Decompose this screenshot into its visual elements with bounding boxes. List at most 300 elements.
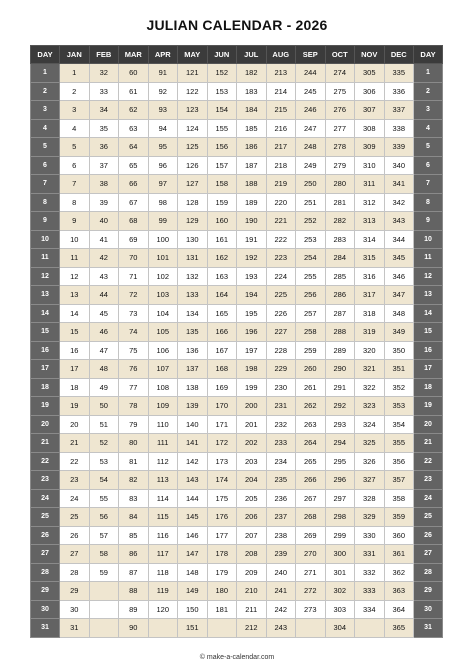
julian-day-cell: 84 xyxy=(119,508,149,527)
julian-day-cell: 320 xyxy=(355,341,385,360)
table-row xyxy=(31,582,443,601)
julian-day-cell: 207 xyxy=(237,526,267,545)
julian-day-cell: 322 xyxy=(355,378,385,397)
julian-day-cell: 327 xyxy=(355,471,385,490)
day-number-right: 14 xyxy=(414,304,443,323)
julian-day-cell xyxy=(207,619,237,638)
julian-day-cell: 247 xyxy=(296,119,326,138)
julian-day-cell: 106 xyxy=(148,341,178,360)
julian-day-cell: 217 xyxy=(266,138,296,157)
day-number-left: 2 xyxy=(31,82,60,101)
day-number-left: 23 xyxy=(31,471,60,490)
julian-day-cell: 120 xyxy=(148,600,178,619)
julian-day-cell: 9 xyxy=(60,212,90,231)
julian-day-cell: 240 xyxy=(266,563,296,582)
julian-day-cell: 154 xyxy=(207,101,237,120)
julian-day-cell: 58 xyxy=(89,545,119,564)
julian-day-cell: 356 xyxy=(384,452,414,471)
day-number-left: 9 xyxy=(31,212,60,231)
julian-day-cell: 300 xyxy=(325,545,355,564)
julian-day-cell: 224 xyxy=(266,267,296,286)
day-number-right: 7 xyxy=(414,175,443,194)
julian-day-cell: 54 xyxy=(89,471,119,490)
table-row xyxy=(31,360,443,379)
julian-day-cell: 273 xyxy=(296,600,326,619)
julian-day-cell: 310 xyxy=(355,156,385,175)
julian-day-cell: 101 xyxy=(148,249,178,268)
column-header: JAN xyxy=(60,46,90,64)
julian-day-cell: 244 xyxy=(296,64,326,83)
julian-day-cell: 94 xyxy=(148,119,178,138)
julian-day-cell: 302 xyxy=(325,582,355,601)
table-row xyxy=(31,600,443,619)
julian-day-cell: 317 xyxy=(355,286,385,305)
julian-day-cell: 265 xyxy=(296,452,326,471)
julian-day-cell: 362 xyxy=(384,563,414,582)
julian-day-cell: 149 xyxy=(178,582,208,601)
julian-day-cell: 336 xyxy=(384,82,414,101)
julian-day-cell: 354 xyxy=(384,415,414,434)
julian-day-cell: 342 xyxy=(384,193,414,212)
julian-day-cell: 161 xyxy=(207,230,237,249)
julian-day-cell: 125 xyxy=(178,138,208,157)
julian-day-cell: 221 xyxy=(266,212,296,231)
julian-day-cell: 121 xyxy=(178,64,208,83)
julian-day-cell: 349 xyxy=(384,323,414,342)
julian-day-cell: 205 xyxy=(237,489,267,508)
julian-day-cell: 330 xyxy=(355,526,385,545)
julian-day-cell: 170 xyxy=(207,397,237,416)
julian-day-cell: 177 xyxy=(207,526,237,545)
julian-day-cell: 198 xyxy=(237,360,267,379)
julian-day-cell: 117 xyxy=(148,545,178,564)
julian-day-cell: 178 xyxy=(207,545,237,564)
julian-day-cell: 325 xyxy=(355,434,385,453)
day-number-right: 23 xyxy=(414,471,443,490)
julian-day-cell: 280 xyxy=(325,175,355,194)
julian-day-cell: 113 xyxy=(148,471,178,490)
julian-day-cell: 341 xyxy=(384,175,414,194)
julian-day-cell: 191 xyxy=(237,230,267,249)
julian-day-cell: 45 xyxy=(89,304,119,323)
julian-day-cell: 305 xyxy=(355,64,385,83)
julian-day-cell xyxy=(89,582,119,601)
julian-day-cell xyxy=(89,619,119,638)
julian-day-cell: 70 xyxy=(119,249,149,268)
julian-day-cell: 30 xyxy=(60,600,90,619)
day-number-left: 4 xyxy=(31,119,60,138)
julian-day-cell: 150 xyxy=(178,600,208,619)
julian-day-cell: 96 xyxy=(148,156,178,175)
julian-day-cell: 180 xyxy=(207,582,237,601)
day-number-left: 8 xyxy=(31,193,60,212)
julian-day-cell: 144 xyxy=(178,489,208,508)
table-row xyxy=(31,471,443,490)
julian-day-cell: 297 xyxy=(325,489,355,508)
julian-day-cell: 27 xyxy=(60,545,90,564)
table-row xyxy=(31,508,443,527)
julian-day-cell: 23 xyxy=(60,471,90,490)
julian-day-cell: 8 xyxy=(60,193,90,212)
column-header: APR xyxy=(148,46,178,64)
day-number-left: 29 xyxy=(31,582,60,601)
julian-day-cell: 31 xyxy=(60,619,90,638)
julian-day-cell: 352 xyxy=(384,378,414,397)
julian-day-cell: 24 xyxy=(60,489,90,508)
julian-day-cell: 238 xyxy=(266,526,296,545)
julian-day-cell: 295 xyxy=(325,452,355,471)
julian-day-cell: 237 xyxy=(266,508,296,527)
julian-day-cell: 223 xyxy=(266,249,296,268)
julian-day-cell: 47 xyxy=(89,341,119,360)
julian-day-cell: 100 xyxy=(148,230,178,249)
julian-day-cell: 321 xyxy=(355,360,385,379)
julian-day-cell: 151 xyxy=(178,619,208,638)
julian-day-cell: 34 xyxy=(89,101,119,120)
julian-day-cell: 206 xyxy=(237,508,267,527)
julian-day-cell: 186 xyxy=(237,138,267,157)
julian-day-cell: 88 xyxy=(119,582,149,601)
julian-day-cell: 287 xyxy=(325,304,355,323)
julian-day-cell: 76 xyxy=(119,360,149,379)
julian-day-cell: 211 xyxy=(237,600,267,619)
day-number-right: 6 xyxy=(414,156,443,175)
julian-day-cell: 77 xyxy=(119,378,149,397)
julian-day-cell: 355 xyxy=(384,434,414,453)
column-header: OCT xyxy=(325,46,355,64)
julian-day-cell: 359 xyxy=(384,508,414,527)
julian-day-cell: 338 xyxy=(384,119,414,138)
table-row xyxy=(31,304,443,323)
julian-day-cell: 334 xyxy=(355,600,385,619)
julian-day-cell: 219 xyxy=(266,175,296,194)
julian-day-cell: 337 xyxy=(384,101,414,120)
table-row xyxy=(31,156,443,175)
julian-day-cell: 210 xyxy=(237,582,267,601)
julian-day-cell: 318 xyxy=(355,304,385,323)
julian-day-cell: 199 xyxy=(237,378,267,397)
julian-day-cell: 124 xyxy=(178,119,208,138)
julian-day-cell: 289 xyxy=(325,341,355,360)
julian-day-cell: 25 xyxy=(60,508,90,527)
day-number-left: 1 xyxy=(31,64,60,83)
table-row xyxy=(31,64,443,83)
julian-day-cell: 122 xyxy=(178,82,208,101)
julian-day-cell: 65 xyxy=(119,156,149,175)
julian-day-cell: 257 xyxy=(296,304,326,323)
julian-day-cell: 312 xyxy=(355,193,385,212)
julian-day-cell: 260 xyxy=(296,360,326,379)
day-number-right: 25 xyxy=(414,508,443,527)
julian-day-cell: 203 xyxy=(237,452,267,471)
julian-day-cell: 292 xyxy=(325,397,355,416)
day-number-left: 11 xyxy=(31,249,60,268)
day-number-left: 16 xyxy=(31,341,60,360)
julian-day-cell: 271 xyxy=(296,563,326,582)
julian-day-cell: 234 xyxy=(266,452,296,471)
julian-day-cell: 15 xyxy=(60,323,90,342)
day-number-right: 12 xyxy=(414,267,443,286)
table-row xyxy=(31,119,443,138)
day-number-left: 22 xyxy=(31,452,60,471)
julian-day-cell: 253 xyxy=(296,230,326,249)
julian-day-cell: 110 xyxy=(148,415,178,434)
julian-day-cell: 172 xyxy=(207,434,237,453)
julian-day-cell: 288 xyxy=(325,323,355,342)
julian-day-cell: 294 xyxy=(325,434,355,453)
julian-day-cell: 157 xyxy=(207,156,237,175)
julian-day-cell: 263 xyxy=(296,415,326,434)
julian-day-cell: 75 xyxy=(119,341,149,360)
julian-day-cell: 333 xyxy=(355,582,385,601)
julian-day-cell: 114 xyxy=(148,489,178,508)
julian-day-cell: 4 xyxy=(60,119,90,138)
julian-day-cell: 91 xyxy=(148,64,178,83)
julian-day-cell: 59 xyxy=(89,563,119,582)
julian-day-cell: 332 xyxy=(355,563,385,582)
day-number-right: 9 xyxy=(414,212,443,231)
julian-day-cell: 71 xyxy=(119,267,149,286)
julian-day-cell: 348 xyxy=(384,304,414,323)
day-number-left: 21 xyxy=(31,434,60,453)
day-number-right: 5 xyxy=(414,138,443,157)
julian-day-cell: 48 xyxy=(89,360,119,379)
julian-day-cell: 95 xyxy=(148,138,178,157)
julian-day-cell: 306 xyxy=(355,82,385,101)
julian-day-cell: 326 xyxy=(355,452,385,471)
julian-day-cell: 279 xyxy=(325,156,355,175)
julian-day-cell: 304 xyxy=(325,619,355,638)
julian-day-cell xyxy=(355,619,385,638)
julian-day-cell: 314 xyxy=(355,230,385,249)
column-header: JUL xyxy=(237,46,267,64)
julian-day-cell: 308 xyxy=(355,119,385,138)
page-title: JULIAN CALENDAR - 2026 xyxy=(146,17,328,33)
julian-day-cell: 141 xyxy=(178,434,208,453)
julian-day-cell: 29 xyxy=(60,582,90,601)
julian-day-cell: 239 xyxy=(266,545,296,564)
julian-day-cell: 285 xyxy=(325,267,355,286)
julian-day-cell: 74 xyxy=(119,323,149,342)
calendar-body xyxy=(31,64,443,638)
julian-day-cell: 323 xyxy=(355,397,385,416)
julian-day-cell: 136 xyxy=(178,341,208,360)
column-header: MAY xyxy=(178,46,208,64)
column-header: AUG xyxy=(266,46,296,64)
julian-day-cell: 20 xyxy=(60,415,90,434)
table-row xyxy=(31,378,443,397)
table-row xyxy=(31,341,443,360)
julian-day-cell: 236 xyxy=(266,489,296,508)
julian-day-cell: 267 xyxy=(296,489,326,508)
julian-day-cell: 215 xyxy=(266,101,296,120)
day-number-left: 27 xyxy=(31,545,60,564)
table-row xyxy=(31,212,443,231)
julian-day-cell: 220 xyxy=(266,193,296,212)
day-number-left: 18 xyxy=(31,378,60,397)
julian-day-cell: 22 xyxy=(60,452,90,471)
julian-day-cell: 156 xyxy=(207,138,237,157)
table-row xyxy=(31,286,443,305)
column-header: JUN xyxy=(207,46,237,64)
julian-day-cell: 364 xyxy=(384,600,414,619)
day-number-right: 22 xyxy=(414,452,443,471)
julian-day-cell: 275 xyxy=(325,82,355,101)
julian-day-cell: 246 xyxy=(296,101,326,120)
day-number-right: 26 xyxy=(414,526,443,545)
julian-day-cell: 139 xyxy=(178,397,208,416)
julian-day-cell: 187 xyxy=(237,156,267,175)
day-number-left: 31 xyxy=(31,619,60,638)
julian-day-cell: 345 xyxy=(384,249,414,268)
julian-day-cell: 200 xyxy=(237,397,267,416)
day-number-right: 20 xyxy=(414,415,443,434)
julian-day-cell: 307 xyxy=(355,101,385,120)
julian-day-cell: 82 xyxy=(119,471,149,490)
julian-day-cell: 133 xyxy=(178,286,208,305)
julian-day-cell: 194 xyxy=(237,286,267,305)
julian-day-cell: 283 xyxy=(325,230,355,249)
day-number-right: 11 xyxy=(414,249,443,268)
julian-day-cell: 245 xyxy=(296,82,326,101)
julian-day-cell: 55 xyxy=(89,489,119,508)
julian-day-cell: 11 xyxy=(60,249,90,268)
julian-day-cell: 32 xyxy=(89,64,119,83)
julian-day-cell: 26 xyxy=(60,526,90,545)
julian-day-cell: 255 xyxy=(296,267,326,286)
julian-day-cell: 250 xyxy=(296,175,326,194)
julian-day-cell: 261 xyxy=(296,378,326,397)
julian-day-cell: 344 xyxy=(384,230,414,249)
julian-day-cell: 218 xyxy=(266,156,296,175)
julian-day-cell xyxy=(296,619,326,638)
julian-day-cell: 73 xyxy=(119,304,149,323)
julian-day-cell: 340 xyxy=(384,156,414,175)
julian-day-cell: 365 xyxy=(384,619,414,638)
day-number-left: 25 xyxy=(31,508,60,527)
julian-day-cell: 137 xyxy=(178,360,208,379)
day-number-right: 2 xyxy=(414,82,443,101)
julian-day-cell: 228 xyxy=(266,341,296,360)
day-number-left: 6 xyxy=(31,156,60,175)
julian-day-cell: 155 xyxy=(207,119,237,138)
day-number-right: 28 xyxy=(414,563,443,582)
julian-day-cell: 241 xyxy=(266,582,296,601)
table-row xyxy=(31,452,443,471)
day-number-right: 31 xyxy=(414,619,443,638)
julian-day-cell: 61 xyxy=(119,82,149,101)
julian-day-cell: 361 xyxy=(384,545,414,564)
julian-day-cell: 343 xyxy=(384,212,414,231)
julian-day-cell: 132 xyxy=(178,267,208,286)
julian-day-cell: 44 xyxy=(89,286,119,305)
julian-day-cell: 195 xyxy=(237,304,267,323)
julian-day-cell: 229 xyxy=(266,360,296,379)
julian-day-cell: 64 xyxy=(119,138,149,157)
julian-day-cell: 166 xyxy=(207,323,237,342)
julian-day-cell: 89 xyxy=(119,600,149,619)
day-number-left: 26 xyxy=(31,526,60,545)
julian-day-cell: 272 xyxy=(296,582,326,601)
julian-day-cell: 109 xyxy=(148,397,178,416)
julian-day-cell: 179 xyxy=(207,563,237,582)
julian-day-cell: 324 xyxy=(355,415,385,434)
julian-day-cell: 127 xyxy=(178,175,208,194)
julian-day-cell: 164 xyxy=(207,286,237,305)
table-row xyxy=(31,563,443,582)
julian-day-cell: 249 xyxy=(296,156,326,175)
julian-day-cell: 311 xyxy=(355,175,385,194)
day-number-right: 3 xyxy=(414,101,443,120)
day-number-right: 16 xyxy=(414,341,443,360)
julian-day-cell: 131 xyxy=(178,249,208,268)
julian-day-cell: 12 xyxy=(60,267,90,286)
julian-day-cell: 99 xyxy=(148,212,178,231)
julian-day-cell: 363 xyxy=(384,582,414,601)
julian-day-cell: 36 xyxy=(89,138,119,157)
julian-day-cell: 163 xyxy=(207,267,237,286)
julian-day-cell: 35 xyxy=(89,119,119,138)
julian-day-cell: 278 xyxy=(325,138,355,157)
julian-day-cell: 216 xyxy=(266,119,296,138)
julian-day-cell: 56 xyxy=(89,508,119,527)
julian-day-cell: 329 xyxy=(355,508,385,527)
julian-day-cell: 3 xyxy=(60,101,90,120)
julian-day-cell: 254 xyxy=(296,249,326,268)
julian-day-cell: 351 xyxy=(384,360,414,379)
julian-day-cell: 57 xyxy=(89,526,119,545)
day-number-left: 3 xyxy=(31,101,60,120)
julian-day-cell: 138 xyxy=(178,378,208,397)
table-row xyxy=(31,175,443,194)
julian-day-cell: 183 xyxy=(237,82,267,101)
day-number-right: 27 xyxy=(414,545,443,564)
julian-day-cell: 17 xyxy=(60,360,90,379)
julian-day-cell: 268 xyxy=(296,508,326,527)
julian-day-cell: 143 xyxy=(178,471,208,490)
julian-day-cell: 301 xyxy=(325,563,355,582)
julian-day-cell: 123 xyxy=(178,101,208,120)
julian-day-cell: 167 xyxy=(207,341,237,360)
julian-day-cell: 248 xyxy=(296,138,326,157)
julian-day-cell: 67 xyxy=(119,193,149,212)
column-header: DEC xyxy=(384,46,414,64)
julian-day-cell: 147 xyxy=(178,545,208,564)
julian-day-cell: 227 xyxy=(266,323,296,342)
day-number-left: 10 xyxy=(31,230,60,249)
julian-day-cell: 309 xyxy=(355,138,385,157)
day-number-right: 1 xyxy=(414,64,443,83)
julian-day-cell: 339 xyxy=(384,138,414,157)
day-number-left: 13 xyxy=(31,286,60,305)
julian-day-cell: 87 xyxy=(119,563,149,582)
julian-day-cell: 85 xyxy=(119,526,149,545)
julian-day-cell: 7 xyxy=(60,175,90,194)
julian-day-cell: 69 xyxy=(119,230,149,249)
column-header: MAR xyxy=(119,46,149,64)
table-row xyxy=(31,489,443,508)
julian-day-cell: 204 xyxy=(237,471,267,490)
day-number-right: 29 xyxy=(414,582,443,601)
julian-day-cell: 79 xyxy=(119,415,149,434)
julian-day-cell: 1 xyxy=(60,64,90,83)
julian-day-cell: 282 xyxy=(325,212,355,231)
julian-calendar-table xyxy=(30,45,443,638)
julian-day-cell: 251 xyxy=(296,193,326,212)
julian-day-cell: 266 xyxy=(296,471,326,490)
julian-day-cell: 353 xyxy=(384,397,414,416)
table-row xyxy=(31,138,443,157)
